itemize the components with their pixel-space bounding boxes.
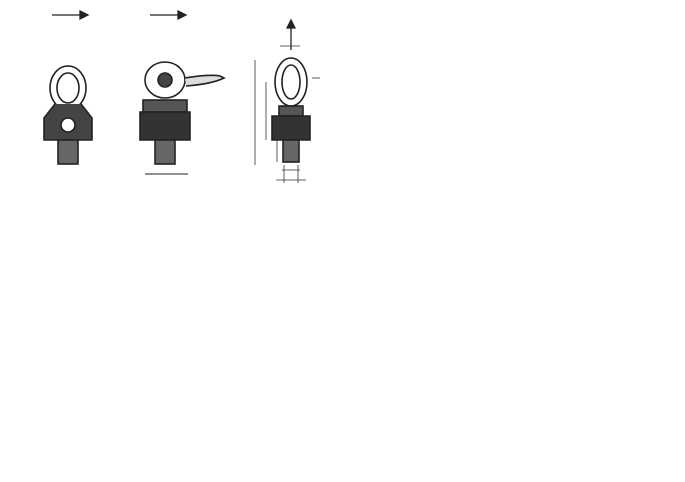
- side-view-y-drawing: [140, 62, 224, 174]
- technical-drawing: [0, 0, 685, 228]
- front-view-z-drawing: [272, 58, 310, 162]
- drawing-svg: [0, 0, 685, 228]
- z-axis-arrow-icon: [287, 20, 295, 50]
- y-axis-arrow-icon: [150, 11, 186, 19]
- side-view-x-drawing: [44, 66, 92, 164]
- x-axis-arrow-icon: [52, 11, 88, 19]
